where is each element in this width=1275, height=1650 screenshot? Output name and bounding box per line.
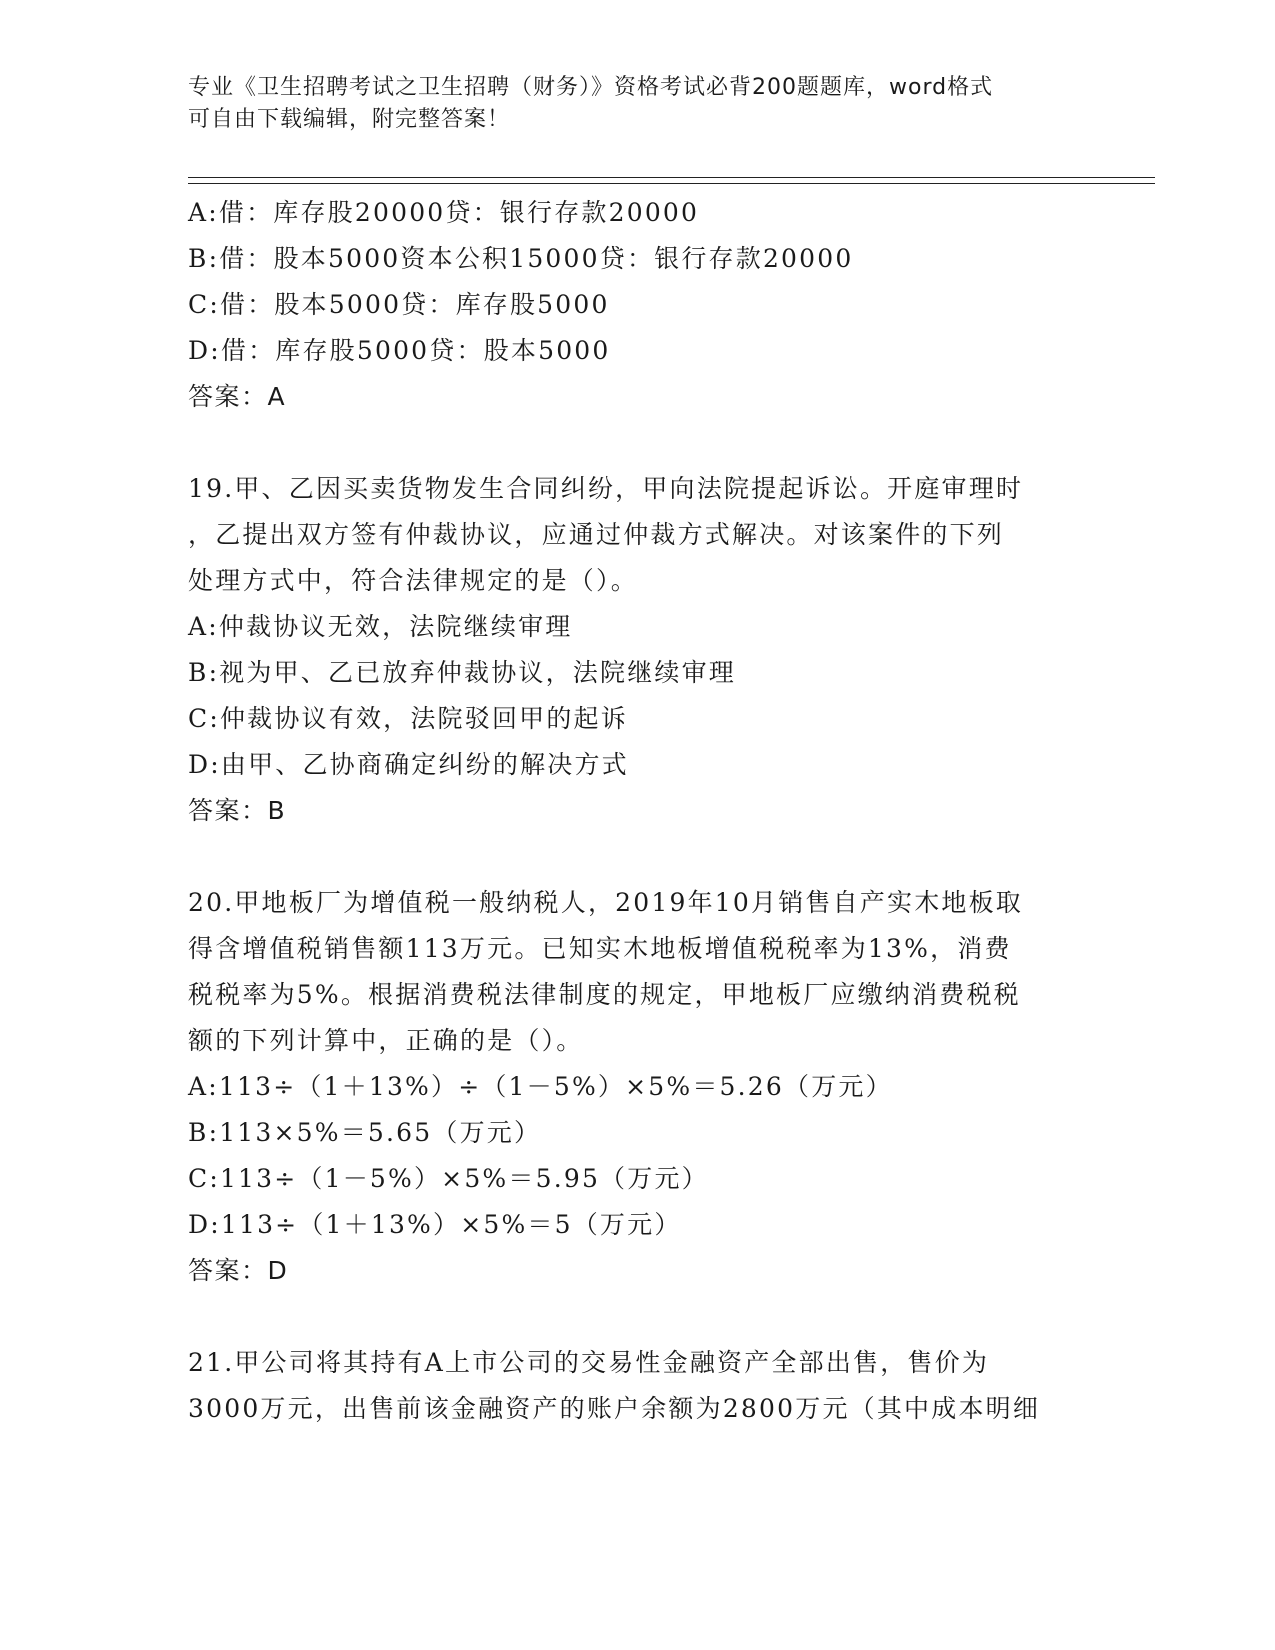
- header-title-line-2: 可自由下载编辑，附完整答案！: [188, 107, 511, 132]
- question-19-stem-line-1: 19.甲、乙因买卖货物发生合同纠纷，甲向法院提起诉讼。开庭审理时: [188, 474, 1024, 503]
- question-20-option-b: B:113×5%＝5.65（万元）: [188, 1118, 542, 1147]
- question-18-option-a: A:借：库存股20000贷：银行存款20000: [188, 198, 700, 227]
- spacer: [188, 1294, 1088, 1340]
- question-18-option-d: D:借：库存股5000贷：股本5000: [188, 336, 611, 365]
- question-19: [188, 466, 1088, 834]
- page-header: [188, 72, 1088, 136]
- question-19-option-a: A:仲裁协议无效，法院继续审理: [188, 612, 573, 641]
- question-20-stem-line-2: 得含增值税销售额113万元。已知实木地板增值税税率为13%，消费: [188, 934, 1012, 963]
- question-20-option-c: C:113÷（1－5%）×5%＝5.95（万元）: [188, 1164, 709, 1193]
- question-19-answer: 答案：B: [188, 796, 287, 825]
- question-list: [188, 190, 1088, 1432]
- question-20-option-d: D:113÷（1＋13%）×5%＝5（万元）: [188, 1210, 682, 1239]
- header-divider-bottom: [188, 183, 1155, 184]
- question-21-stem-line-2: 3000万元，出售前该金融资产的账户余额为2800万元（其中成本明细: [188, 1394, 1041, 1423]
- header-title-line-1: 专业《卫生招聘考试之卫生招聘（财务）》资格考试必背200题题库，word格式: [188, 75, 994, 100]
- question-18: [188, 190, 1088, 420]
- header-divider-top: [188, 177, 1155, 178]
- question-21-stem-line-1: 21.甲公司将其持有A上市公司的交易性金融资产全部出售，售价为: [188, 1348, 990, 1377]
- question-20-stem-line-4: 额的下列计算中，正确的是（）。: [188, 1026, 584, 1055]
- question-20: [188, 880, 1088, 1294]
- question-18-answer: 答案：A: [188, 382, 287, 411]
- question-21: [188, 1340, 1088, 1432]
- question-20-option-a: A:113÷（1＋13%）÷（1－5%）×5%＝5.26（万元）: [188, 1072, 893, 1101]
- question-18-option-c: C:借：股本5000贷：库存股5000: [188, 290, 610, 319]
- spacer: [188, 420, 1088, 466]
- question-18-option-b: B:借：股本5000资本公积15000贷：银行存款20000: [188, 244, 854, 273]
- question-19-option-c: C:仲裁协议有效，法院驳回甲的起诉: [188, 704, 628, 733]
- question-20-stem-line-3: 税税率为5%。根据消费税法律制度的规定，甲地板厂应缴纳消费税税: [188, 980, 1021, 1009]
- question-19-option-d: D:由甲、乙协商确定纠纷的解决方式: [188, 750, 629, 779]
- question-19-stem-line-2: ，乙提出双方签有仲裁协议，应通过仲裁方式解决。对该案件的下列: [188, 520, 1005, 549]
- spacer: [188, 834, 1088, 880]
- question-20-stem-line-1: 20.甲地板厂为增值税一般纳税人，2019年10月销售自产实木地板取: [188, 888, 1023, 917]
- question-19-option-b: B:视为甲、乙已放弃仲裁协议，法院继续审理: [188, 658, 736, 687]
- question-20-answer: 答案：D: [188, 1256, 289, 1285]
- question-19-stem-line-3: 处理方式中，符合法律规定的是（）。: [188, 566, 638, 595]
